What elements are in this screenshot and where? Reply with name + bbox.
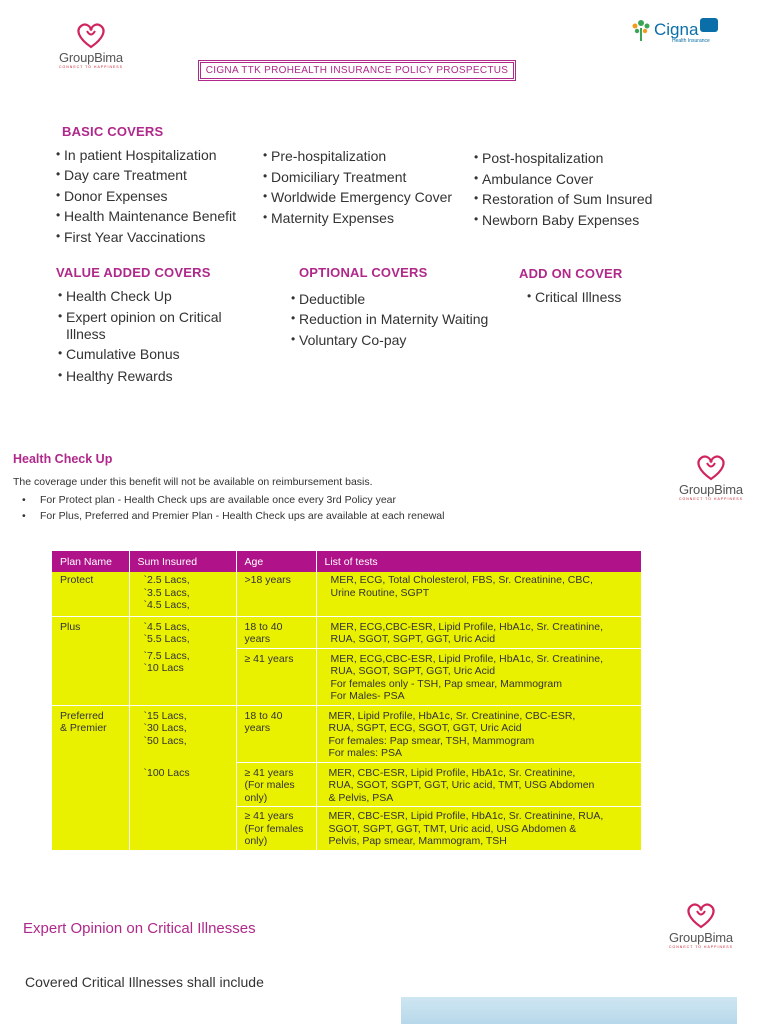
list-item: • Health Check Up: [58, 288, 172, 304]
tests-cell: MER, ECG,CBC-ESR, Lipid Profile, HbA1c, Sr. Creatinine, RUA, SGOT, SGPT, GGT, Uric Acid For females only - TSH, Pap smear, Mammogram For Males- PSA: [316, 648, 642, 705]
expert-opinion-subtitle: Covered Critical Illnesses shall include: [25, 974, 264, 990]
health-check-title: Health Check Up: [13, 452, 113, 466]
groupbima-logo: [656, 452, 766, 501]
list-item: • Reduction in Maternity Waiting: [291, 311, 489, 327]
groupbima-wordmark: GroupBima: [59, 50, 123, 65]
table-row: [52, 705, 642, 762]
age-cell: ≥ 41 years: [236, 648, 316, 705]
column-header: List of tests: [316, 551, 642, 572]
age-cell: >18 years: [236, 572, 316, 616]
age-cell: ≥ 41 years (For females only): [236, 807, 316, 851]
groupbima-heart-icon: [684, 900, 718, 930]
table-header-row: [52, 551, 642, 572]
groupbima-heart-icon: [694, 452, 728, 482]
list-item: • First Year Vaccinations: [56, 229, 206, 245]
tests-cell: MER, Lipid Profile, HbA1c, Sr. Creatinine, CBC-ESR, RUA, SGPT, ECG, SGOT, GGT, Uric Acid For females: Pap smear, TSH, Mammogram For males: PSA: [316, 705, 642, 762]
plan-cell: Plus: [52, 616, 129, 705]
basic-covers-heading: BASIC COVERS: [62, 124, 164, 139]
age-cell: 18 to 40 years: [236, 705, 316, 762]
list-item: • Healthy Rewards: [58, 368, 173, 384]
groupbima-logo: [646, 900, 756, 949]
table-row: [52, 616, 642, 648]
expert-opinion-title: Expert Opinion on Critical Illnesses: [23, 920, 256, 937]
sum-cell: `2.5 Lacs, `3.5 Lacs, `4.5 Lacs,: [129, 572, 236, 616]
list-item: • Expert opinion on Critical: [58, 309, 222, 325]
groupbima-wordmark: GroupBima: [679, 482, 743, 497]
tests-cell: MER, CBC-ESR, Lipid Profile, HbA1c, Sr. Creatinine, RUA, SGOT, SGPT, GGT, TMT, Uric acid, USG Abdomen & Pelvis, Pap smear, Mammogram, TSH: [316, 807, 642, 851]
groupbima-tagline: CONNECT TO HAPPINESS: [59, 65, 123, 69]
value-added-heading: VALUE ADDED COVERS: [56, 265, 211, 280]
list-item: • Deductible: [291, 291, 366, 307]
tests-cell: MER, ECG, Total Cholesterol, FBS, Sr. Creatinine, CBC, Urine Routine, SGPT: [316, 572, 642, 616]
list-item: • Newborn Baby Expenses: [474, 212, 640, 228]
health-check-table: [52, 551, 642, 851]
optional-covers-heading: OPTIONAL COVERS: [299, 265, 428, 280]
page-title: CIGNA TTK PROHEALTH INSURANCE POLICY PROSPECTUS: [200, 62, 514, 79]
plan-cell: Preferred & Premier: [52, 705, 129, 850]
list-item: • Maternity Expenses: [263, 210, 394, 226]
groupbima-heart-icon: [74, 20, 108, 50]
sum-cell: `15 Lacs, `30 Lacs, `50 Lacs, `100 Lacs: [129, 705, 236, 850]
list-item-continuation: Illness: [66, 326, 106, 342]
column-header: Plan Name: [52, 551, 129, 572]
age-cell: 18 to 40 years: [236, 616, 316, 648]
list-item: • Day care Treatment: [56, 167, 187, 183]
groupbima-tagline: CONNECT TO HAPPINESS: [679, 497, 743, 501]
health-check-bullet: • For Plus, Preferred and Premier Plan - Health Check ups are available at each renewal: [22, 510, 445, 522]
column-header: Sum Insured: [129, 551, 236, 572]
list-item: • Donor Expenses: [56, 188, 168, 204]
list-item: • Worldwide Emergency Cover: [263, 189, 453, 205]
add-on-cover-heading: ADD ON COVER: [519, 266, 623, 281]
ttk-badge: [700, 18, 718, 32]
cigna-wordmark: Cigna: [654, 20, 699, 39]
list-item: • Restoration of Sum Insured: [474, 191, 653, 207]
health-check-intro: The coverage under this benefit will not be available on reimbursement basis.: [13, 476, 373, 488]
list-item: • Cumulative Bonus: [58, 346, 180, 362]
groupbima-logo: [36, 20, 146, 69]
cigna-subtitle: Health Insurance: [672, 38, 710, 44]
groupbima-tagline: CONNECT TO HAPPINESS: [669, 945, 733, 949]
health-check-bullet: • For Protect plan - Health Check ups are available once every 3rd Policy year: [22, 494, 397, 506]
list-item: • In patient Hospitalization: [56, 147, 217, 163]
list-item: • Pre-hospitalization: [263, 148, 387, 164]
list-item: • Voluntary Co-pay: [291, 332, 407, 348]
list-item: • Health Maintenance Benefit: [56, 208, 236, 224]
cigna-tree-icon: [630, 18, 652, 42]
list-item: • Domiciliary Treatment: [263, 169, 407, 185]
list-item: • Critical Illness: [527, 289, 622, 305]
tests-cell: MER, CBC-ESR, Lipid Profile, HbA1c, Sr. Creatinine, RUA, SGOT, SGPT, GGT, Uric acid, TMT, USG Abdomen & Pelvis, PSA: [316, 762, 642, 807]
plan-cell: Protect: [52, 572, 129, 616]
cigna-logo: [630, 18, 730, 44]
groupbima-wordmark: GroupBima: [669, 930, 733, 945]
sum-cell: `4.5 Lacs, `5.5 Lacs, `7.5 Lacs, `10 Lacs: [129, 616, 236, 705]
table-row: [52, 572, 642, 616]
column-header: Age: [236, 551, 316, 572]
doctor-photo: [401, 997, 737, 1024]
list-item: • Ambulance Cover: [474, 171, 594, 187]
list-item: • Post-hospitalization: [474, 150, 604, 166]
tests-cell: MER, ECG,CBC-ESR, Lipid Profile, HbA1c, Sr. Creatinine, RUA, SGOT, SGPT, GGT, Uric Acid: [316, 616, 642, 648]
age-cell: ≥ 41 years (For males only): [236, 762, 316, 807]
